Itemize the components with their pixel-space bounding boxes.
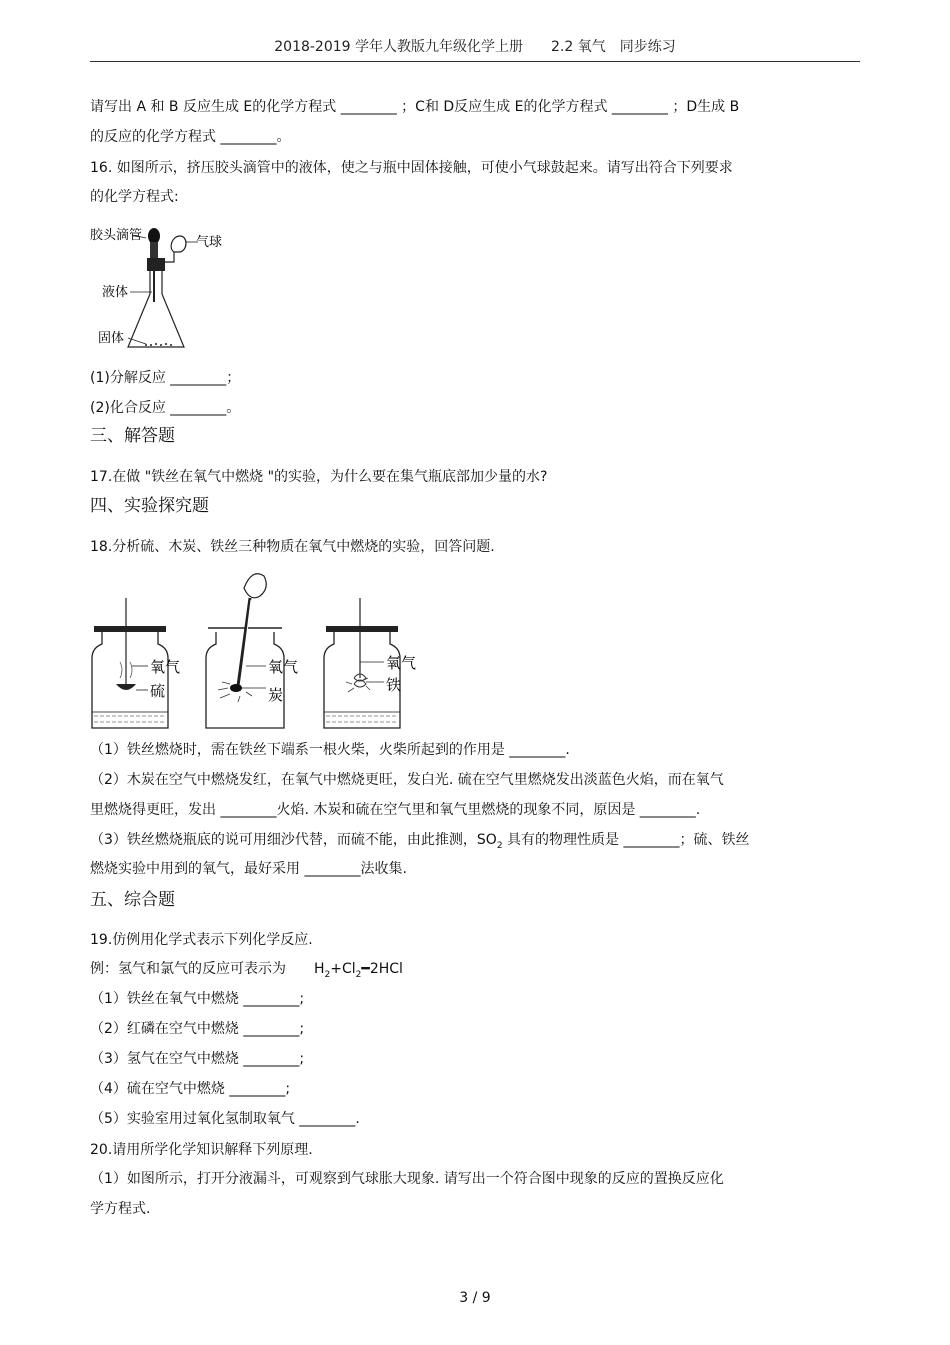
q18-part-3a xyxy=(90,830,749,856)
section-3-title: 三、解答题 xyxy=(90,426,175,446)
q19-item-2: （2）红磷在空气中燃烧 ________; xyxy=(90,1021,305,1037)
section-4-title: 四、实验探究题 xyxy=(90,496,209,516)
q16-stem-2: 的化学方程式: xyxy=(90,189,179,205)
q19-item-4: （4）硫在空气中燃烧 ________; xyxy=(90,1081,291,1097)
eq-cl-sub: 2 xyxy=(355,969,362,980)
q18-part-3a-before: （3）铁丝燃烧瓶底的说可用细沙代替，而硫不能，由此推测， xyxy=(90,832,477,848)
q16-flask-figure xyxy=(88,222,238,357)
label-oxygen-2: 氧气 xyxy=(268,658,299,676)
q19-stem: 19.仿例用化学式表示下列化学反应. xyxy=(90,932,313,948)
section-5-title: 五、综合题 xyxy=(90,890,175,910)
header-rule xyxy=(90,61,860,62)
q19-item-3: （3）氢气在空气中燃烧 ________; xyxy=(90,1051,305,1067)
q16-sub-2: (2)化合反应 ________。 xyxy=(90,400,241,416)
q18-part-3b: 燃烧实验中用到的氧气，最好采用 ________法收集. xyxy=(90,861,407,877)
so2-formula: SO xyxy=(476,832,497,848)
q18-part-3a-after: 具有的物理性质是 ________；硫、铁丝 xyxy=(502,832,750,848)
eq-h: H xyxy=(314,961,325,977)
q16-sub-1: (1)分解反应 ________； xyxy=(90,370,241,386)
q20-stem: 20.请用所学化学知识解释下列原理. xyxy=(90,1142,313,1158)
label-oxygen-1: 氧气 xyxy=(150,658,181,676)
q16-stem-1: 16. 如图所示，挤压胶头滴管中的液体，使之与瓶中固体接触，可使小气球鼓起来。请写出符合下列要求 xyxy=(90,160,733,176)
q19-item-5: （5）实验室用过氧化氢制取氧气 ________. xyxy=(90,1111,360,1127)
q19-example-label: 例：氢气和氯气的反应可表示为 xyxy=(90,961,286,977)
label-oxygen-3: 氧气 xyxy=(386,654,417,672)
eq-h-sub: 2 xyxy=(324,969,331,980)
label-balloon: 气球 xyxy=(196,235,223,250)
q18-part-2b: 里燃烧得更旺，发出 ________火焰. 木炭和硫在空气里和氧气里燃烧的现象不同，原因是 ________. xyxy=(90,802,701,818)
q15-line-1: 请写出 A 和 B 反应生成 E的化学方程式 ________ ；C和 D反应生成 E的化学方程式 ________ ；D生成 B xyxy=(90,99,740,115)
page-header: 2018-2019 学年人教版九年级化学上册 2.2 氧气 同步练习 xyxy=(274,39,676,55)
q18-stem: 18.分析硫、木炭、铁丝三种物质在氧气中燃烧的实验，回答问题. xyxy=(90,539,495,555)
q18-part-1: （1）铁丝燃烧时，需在铁丝下端系一根火柴，火柴所起到的作用是 ________. xyxy=(90,742,570,758)
label-iron: 铁 xyxy=(386,676,402,694)
label-solid: 固体 xyxy=(98,331,125,346)
q20-part-1b: 学方程式. xyxy=(90,1201,151,1217)
q18-part-2a: （2）木炭在空气中燃烧发红，在氧气中燃烧更旺，发白光. 硫在空气里燃烧发出淡蓝色火焰，而在氧气 xyxy=(90,772,724,788)
label-sulfur: 硫 xyxy=(150,682,166,700)
label-liquid: 液体 xyxy=(102,285,129,300)
eq-cl: +Cl xyxy=(330,961,356,977)
q18-jars-figure xyxy=(88,566,438,736)
label-dropper: 胶头滴管 xyxy=(90,228,143,243)
label-charcoal: 炭 xyxy=(268,686,284,704)
q17-stem: 17.在做 "铁丝在氧气中燃烧 "的实验，为什么要在集气瓶底部加少量的水? xyxy=(90,469,548,485)
q20-part-1a: （1）如图所示，打开分液漏斗，可观察到气球胀大现象. 请写出一个符合图中现象的反应的置换反应化 xyxy=(90,1171,724,1187)
q19-item-1: （1）铁丝在氧气中燃烧 ________; xyxy=(90,991,305,1007)
q19-example xyxy=(90,959,403,985)
eq-rest: ━2HCl xyxy=(361,961,403,977)
so2-subscript: 2 xyxy=(496,840,503,851)
page-number: 3 / 9 xyxy=(459,1290,491,1306)
q15-line-2: 的反应的化学方程式 ________。 xyxy=(90,129,291,145)
